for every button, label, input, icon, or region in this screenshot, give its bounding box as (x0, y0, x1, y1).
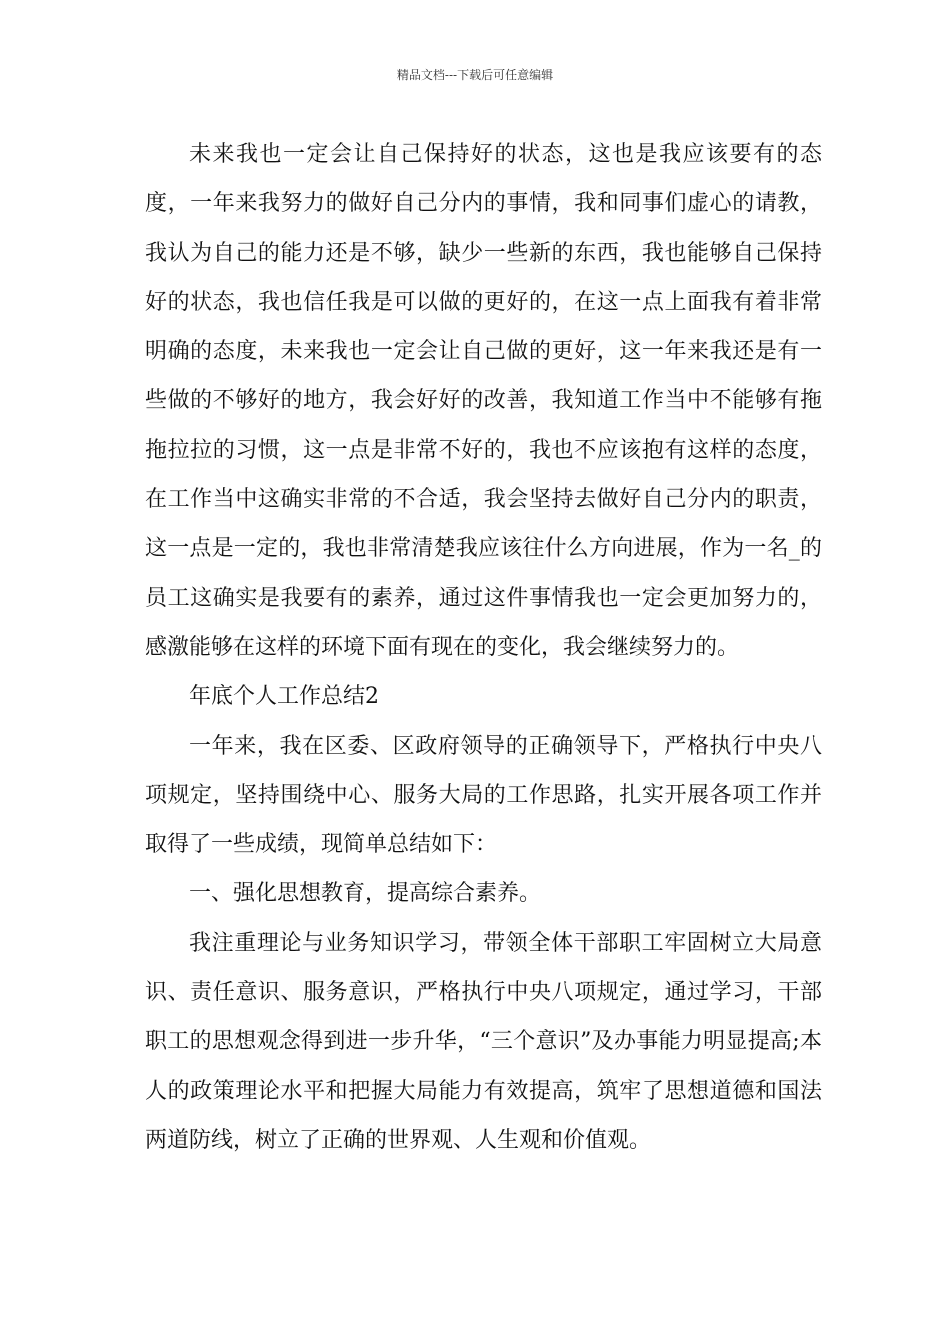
paragraph-year-overview: 一年来，我在区委、区政府领导的正确领导下，严格执行中央八项规定，坚持围绕中心、服务大局的工作思路，扎实开展各项工作并取得了一些成绩，现简单总结如下： (145, 733, 822, 858)
section-heading-summary-2: 年底个人工作总结2 (189, 684, 379, 710)
document-header-note: 精品文档---下载后可任意编辑 (396, 68, 554, 82)
paragraph-theory-study: 我注重理论与业务知识学习，带领全体干部职工牢固树立大局意识、责任意识、服务意识，严格执行中央八项规定，通过学习，干部职工的思想观念得到进一步升华，“三个意识”及办事能力明显提高;本人的政策理论水平和把握大局能力有效提高，筑牢了思想道德和国法两道防线，树立了正确的世界观、人生观和价值观。 (145, 930, 822, 1153)
paragraph-future-attitude: 未来我也一定会让自己保持好的状态，这也是我应该要有的态度，一年来我努力的做好自己分内的事情，我和同事们虚心的请教，我认为自己的能力还是不够，缺少一些新的东西，我也能够自己保持好的状态，我也信任我是可以做的更好的，在这一点上面我有着非常明确的态度，未来我也一定会让自己做的更好，这一年来我还是有一些做的不够好的地方，我会好好的改善，我知道工作当中不能够有拖拖拉拉的习惯，这一点是非常不好的，我也不应该抱有这样的态度，在工作当中这确实非常的不合适，我会坚持去做好自己分内的职责，这一点是一定的，我也非常清楚我应该往什么方向进展，作为一名_的员工这确实是我要有的素养，通过这件事情我也一定会更加努力的，感激能够在这样的环境下面有现在的变化，我会继续努力的。 (145, 142, 822, 660)
document-body (145, 130, 822, 1165)
subheading-ideological-education: 一、强化思想教育，提高综合素养。 (189, 881, 542, 907)
